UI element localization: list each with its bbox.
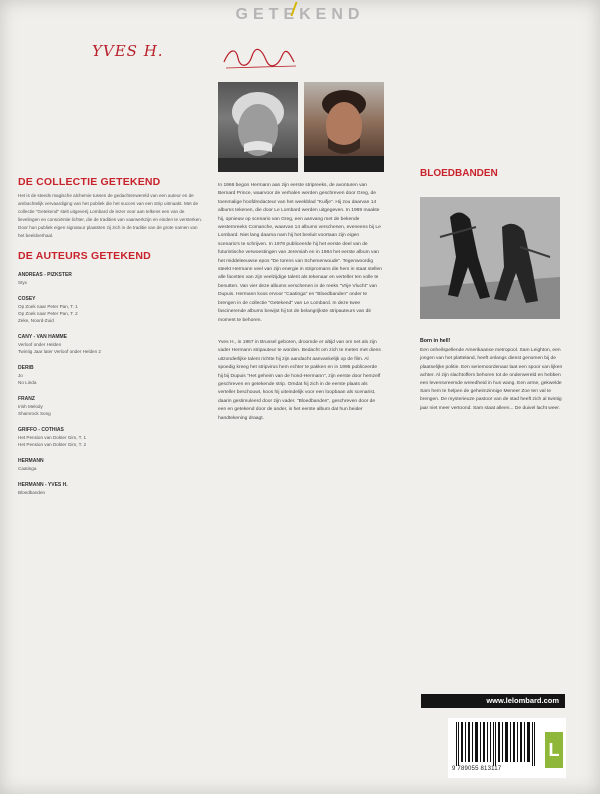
hermann-portrait-photo (218, 82, 298, 172)
author-entry (18, 364, 203, 386)
blurb-text: Een onheilspellende Amerikaanse metropool. Sam Leighton, een jongen van het platteland, heeft onlangs dienst genomen bij de plaatselijke politie. Een seriemoordenaar laat een spoor van lijken achter. Al zijn slachtoffers behoren tot de onderwereld en hebben een levensvreemde wreedheid in hun wang. Een arme, gekwelde Sam hem te helpen de geheimzinnige Meneer Zoe ten val te brengen. De mysterieuze pastoor van de stad heeft zich al twintig jaar niet meer vertoond. Sam staat alleen... De duivel lacht weer. (420, 348, 563, 411)
album-column (420, 168, 570, 413)
author-name: CANY - VAN HAMME (18, 334, 67, 340)
album-title: Twintig Jaar later Verloof onder Helden 2 (18, 349, 101, 354)
collection-title: GETEKEND (235, 6, 365, 23)
album-title: Caatinga (18, 466, 37, 471)
author-entry (18, 481, 203, 496)
album-cover-illustration (420, 197, 560, 319)
album-title: Het Pension van Dokter Gim, T. 2 (18, 442, 87, 447)
author-entry (18, 457, 203, 472)
author-entry (18, 426, 203, 448)
hermann-signature (222, 44, 402, 72)
album-title: Zeke, Noord-Zuid (18, 318, 54, 323)
album-title: Verloof onder Helden (18, 342, 62, 347)
biography-column (218, 182, 382, 423)
publisher-url[interactable]: www.lelombard.com (421, 694, 565, 708)
album-blurb (420, 337, 570, 413)
album-title: Op Zoek naar Peter Pan, T. 2 (18, 311, 78, 316)
author-name: HERMANN - YVES H. (18, 482, 68, 488)
album-title: No Linda (18, 380, 37, 385)
barcode (454, 722, 538, 766)
yves-h-portrait-photo (304, 82, 384, 172)
album-title: Bloedbanden (18, 490, 46, 495)
album-title: Irish Melody (18, 404, 43, 409)
author-name: ANDREAS - PIZKSTER (18, 272, 72, 278)
bio-paragraph-hermann: In 1966 begon Hermann aan zijn eerste stripreeks, de avonturen van Bernard Prince, waarvoor de verhalen werden geschreven door Greg, de toenmalige hoofdredacteur van het weekblad "Kuifje". Hij zou daarvan 14 albums tekenen, die door Le Lombard werden uitgegeven. In 1969 maakte hij, opnieuw op scenario van Greg, een aanvang met de bekende westernreeks Comanche, waarvan 14 albums verschenen, eveneens bij Le Lombard. Niet lang daarna nam hij het besluit voortaan zijn eigen scenario's te schrijven. In 1978 publiceerde hij het eerste deel van de futuristische verwoestingen van Jeremiah en in 1984 het eerste album van het middeleeuwse epos "De torens van Schemerwoude". Tegenwoordig steekt Hermann veel van zijn energie in stripromans die hem in staat stellen alle facetten van zijn veelzijdige talent als tekenaar en verteller ten volle te benutten. Van vier deze albums verschenen in de reeks "Vrije Vlucht" van Dupuis. Hermann koos ervoor "Caatinga" en "Bloedbanden" onder te brengen in de collectie "Getekend" van Le Lombard. In deze twee fascinerende albums bewijst hij tot de belangrijkste stripauteurs van dit moment te behoren. (218, 183, 382, 323)
album-title: Shamrock Song (18, 411, 51, 416)
collection-heading: DE COLLECTIE GETEKEND (18, 176, 161, 188)
album-title: Op Zoek naar Peter Pan, T. 1 (18, 304, 78, 309)
author-entry (18, 271, 203, 286)
author-entry (18, 333, 203, 355)
collection-intro: Het is de steeds magische alchemie tussen de gedachtenwereld van een auteur en de ambachtelijk vervaardiging van het publiek die het succes van een strip uitmaakt. Met de collectie "Getekend" stelt uitgeverij Lombard de lezer voor aan telkens een van de lievelingen en consciëntie lichter, die de tradities van vaarwerkzijn en einden te versterken. Door hun publiek eigen signatuur plaatsten zij zich in de traditie van de grote namen van het beeldverhaal. (18, 193, 203, 238)
publisher-logo: L (545, 732, 563, 768)
barcode-number: 9 789055 813117 (452, 766, 502, 772)
author-name: HERMANN (18, 458, 44, 464)
album-title: Styx (18, 280, 27, 285)
left-column (18, 176, 203, 496)
author-entry (18, 295, 203, 324)
author-name: GRIFFO - COTHIAS (18, 427, 64, 433)
album-title: Het Pension van Dokter Gim, T. 1 (18, 435, 87, 440)
authors-heading: DE AUTEURS GETEKEND (18, 250, 151, 262)
authors-section (18, 250, 203, 496)
bio-paragraph-yves-h: Yves H., in 1967 in Brussel geboren, droomde er altijd van om net als zijn vader Hermann stripauteur te worden. Bedacht om zich te meten met diens uitzonderlijke talent richtte hij zijn aandacht aanvankelijk op de film. Al spoedig kreeg het stripvirus hem echter te pakken en in 1995 publiceerde hij bij Dupuis "Het geheim van de hond-Hermann", zijn eerste door hemzelf geschreven en getekende strip. Omdat hij zich in de eerste plaats als verteller beschouwt, koos hij uiteindelijk voor een loopbaan als scenarist, daarin gestimuleerd door zijn vader. "Bloedbanden", geschreven door de een en getekend door de ander, is het eerste album dat hun beider handtekening draagt. (218, 339, 381, 421)
author-name: FRANZ (18, 396, 35, 402)
album-title: Jo (18, 373, 23, 378)
yves-h-signature: YVES H. (92, 42, 164, 60)
album-heading: BLOEDBANDEN (420, 168, 498, 179)
blurb-title: Born in hell! (420, 338, 451, 344)
author-entry (18, 395, 203, 417)
barcode-panel (448, 718, 566, 778)
author-name: DERIB (18, 365, 34, 371)
author-name: COSEY (18, 296, 36, 302)
